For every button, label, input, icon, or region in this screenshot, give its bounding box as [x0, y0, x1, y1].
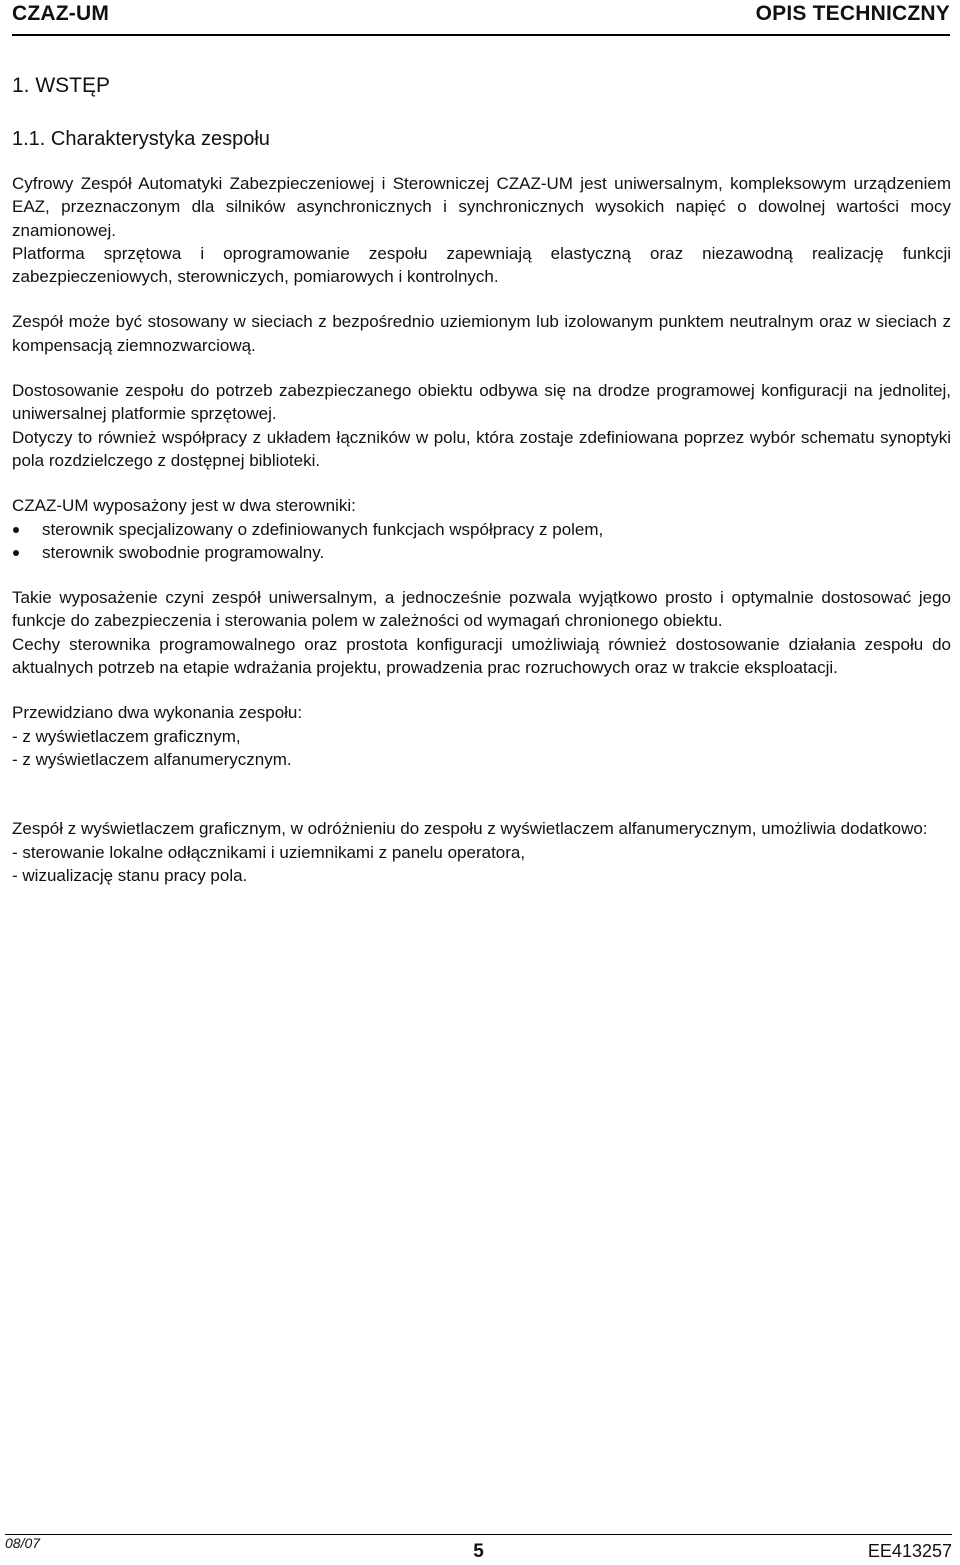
- spacer: [12, 472, 951, 494]
- paragraph-configuration: Dostosowanie zespołu do potrzeb zabezpieczanego obiektu odbywa się na drodze programowej konfiguracji na jednolitej, uniwersalnej platformie sprzętowej.: [12, 381, 951, 424]
- variant-item: - z wyświetlaczem graficznym,: [12, 726, 241, 746]
- variant-item: - z wyświetlaczem alfanumerycznym.: [12, 749, 292, 769]
- footer-date: 08/07: [5, 1535, 41, 1551]
- list-item: [12, 518, 951, 541]
- paragraph-intro: Cyfrowy Zespół Automatyki Zabezpieczeniowej i Sterowniczej CZAZ-UM jest uniwersalnym, kompleksowym urządzeniem EAZ, przeznaczonym dla silników asynchronicznych i synchronicznych wysokich napięć o dowolnej wartości mocy znamionowej.: [12, 174, 951, 240]
- list-item-text: sterownik specjalizowany o zdefiniowanych funkcjach współpracy z polem,: [42, 519, 604, 539]
- extra-item: - wizualizację stanu pracy pola.: [12, 865, 248, 885]
- section-title: 1. WSTĘP: [12, 74, 111, 97]
- footer-page-number: 5: [473, 1541, 484, 1562]
- page-header: [12, 0, 950, 36]
- spacer: [12, 357, 951, 379]
- list-item-text: sterownik swobodnie programowalny.: [42, 542, 325, 562]
- bullet-icon: [13, 550, 19, 556]
- paragraph-graphic-display: Zespół z wyświetlaczem graficznym, w odróżnieniu do zespołu z wyświetlaczem alfanumerycznym, umożliwia dodatkowo:: [12, 819, 928, 839]
- subsection-title: 1.1. Charakterystyka zespołu: [12, 128, 270, 150]
- spacer: [12, 771, 951, 817]
- spacer: [12, 564, 951, 586]
- paragraph-universal: Takie wyposażenie czyni zespół uniwersalnym, a jednocześnie pozwala wyjątkowo prosto i optymalnie dostosować jego funkcje do zabezpieczenia i sterowania polem w zależności od wymagań chronionego obiektu.: [12, 588, 951, 631]
- header-document-type: OPIS TECHNICZNY: [755, 2, 950, 25]
- paragraph-platform: Platforma sprzętowa i oprogramowanie zespołu zapewniają elastyczną oraz niezawodną realizację funkcji zabezpieczeniowych, sterowniczych, pomiarowych i kontrolnych.: [12, 243, 951, 287]
- controllers-list: [12, 518, 951, 565]
- paragraph-programmable: Cechy sterownika programowalnego oraz prostota konfiguracji umożliwiają również dostosowanie działania zespołu do aktualnych potrzeb na etapie wdrażania projektu, prowadzenia prac rozruchowych oraz w trakcie eksploatacji.: [12, 634, 951, 678]
- paragraph-controllers-intro: CZAZ-UM wyposażony jest w dwa sterowniki:: [12, 496, 356, 516]
- paragraph-variants-intro: Przewidziano dwa wykonania zespołu:: [12, 703, 303, 723]
- spacer: [12, 288, 951, 310]
- paragraph-switchgear: Dotyczy to również współpracy z układem łączników w polu, która zostaje zdefiniowana poprzez wybór schematu synoptyki pola rozdzielczego z dostępnej biblioteki.: [12, 427, 951, 470]
- footer-document-code: EE413257: [867, 1541, 952, 1561]
- document-body: [12, 72, 951, 887]
- page-footer: [5, 1534, 952, 1565]
- spacer: [12, 679, 951, 701]
- extra-item: - sterowanie lokalne odłącznikami i uziemnikami z panelu operatora,: [12, 842, 526, 862]
- paragraph-networks: Zespół może być stosowany w sieciach z bezpośrednio uziemionym lub izolowanym punktem neutralnym oraz w sieciach z kompensacją ziemnozwarciową.: [12, 312, 951, 355]
- header-product-name: CZAZ-UM: [12, 2, 110, 25]
- bullet-icon: [13, 527, 19, 533]
- list-item: [12, 541, 951, 564]
